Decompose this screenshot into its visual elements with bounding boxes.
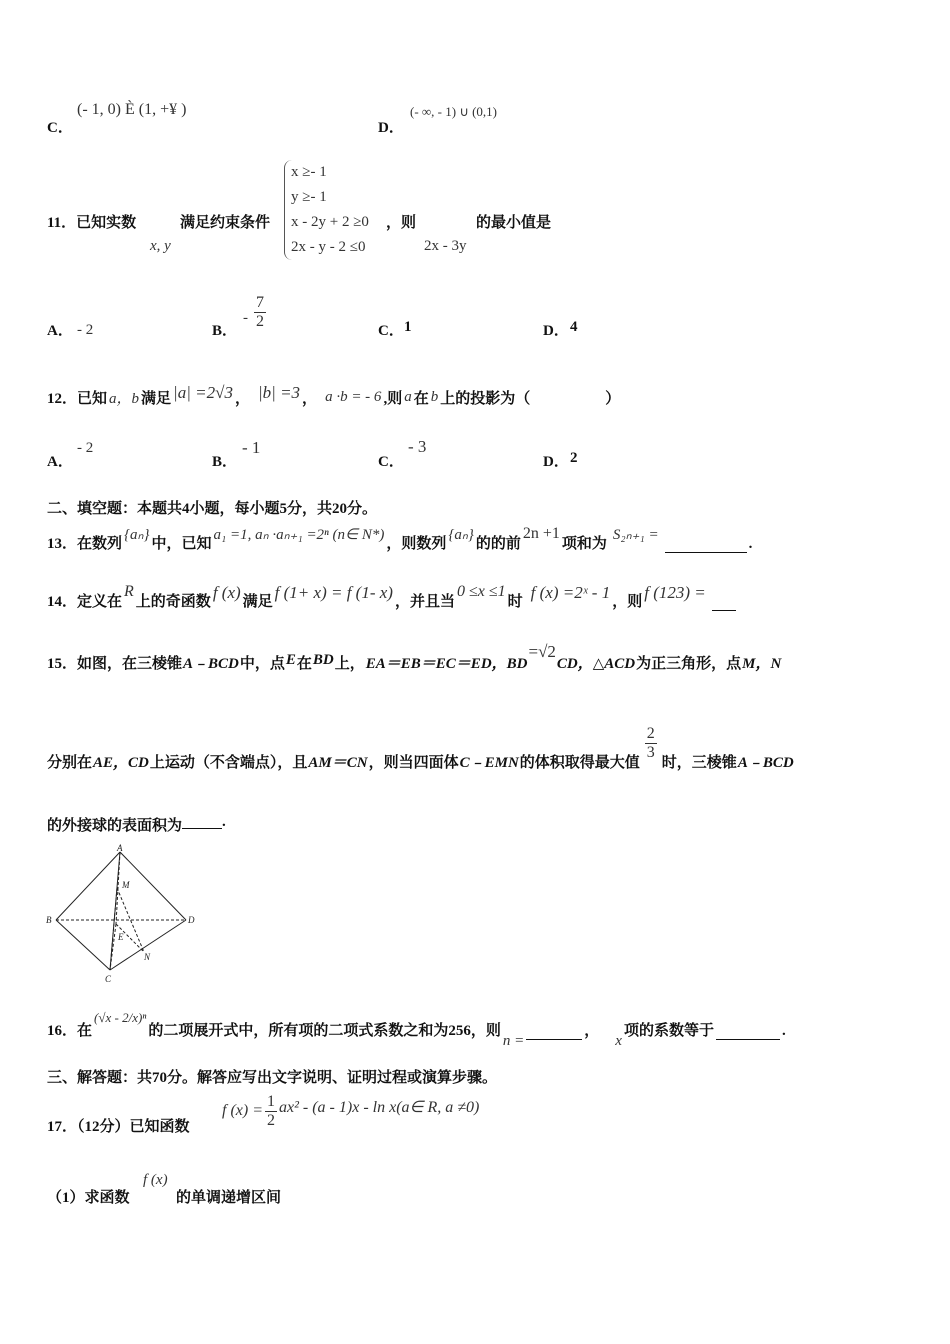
q14-math: R — [124, 583, 134, 600]
option-c-label: C． — [47, 120, 73, 136]
q14-text: 满足 — [242, 594, 273, 610]
q11-option-a-value: - 2 — [77, 322, 94, 338]
q12-math: a ·b = - 6 — [325, 389, 382, 405]
q16-text: ， — [584, 1023, 600, 1039]
section-2-heading: 二、填空题：本题共4小题，每小题5分，共20分。 — [47, 501, 378, 517]
q17-sub1-text: 的单调递增区间 — [176, 1190, 282, 1206]
q16-coefficient-blank[interactable] — [716, 1025, 780, 1040]
q12-text: 在 — [413, 391, 429, 407]
q17-function — [222, 1093, 479, 1129]
vertex-label-b: B — [46, 915, 52, 925]
q17-sub1-text: （1）求函数 — [47, 1190, 130, 1206]
q12-option-b-value: - 1 — [242, 438, 261, 457]
q14-text: ，并且当 — [394, 594, 455, 610]
q12-option-b-label: B． — [212, 454, 238, 470]
q11-option-d-label: D． — [543, 323, 569, 339]
point-label-n: N — [144, 952, 151, 962]
q11-option-d-value: 4 — [570, 319, 578, 335]
q12-text: 12．已知 — [47, 391, 108, 407]
q13-text: 中，已知 — [151, 536, 212, 552]
q13-text: 13．在数列 — [47, 536, 123, 552]
constraint: y ≥- 1 — [291, 189, 327, 205]
q12-math: |a| =2√3 — [173, 382, 233, 402]
q17-math: ax² - (a - 1)x - ln x(a∈ R, a ≠0) — [279, 1099, 480, 1117]
q11-option-a-label: A． — [47, 323, 73, 339]
edge-ad — [120, 852, 186, 920]
q11-option-b-fraction — [254, 294, 266, 330]
q12-text: 上的投影为（ ） — [440, 391, 621, 407]
q12-math: a — [404, 389, 412, 405]
q11-number-text: 11．已知实数 — [47, 215, 137, 231]
q16-text: 16．在 — [47, 1023, 93, 1039]
q17-fraction — [265, 1093, 277, 1129]
q15-math: AM＝CN — [308, 755, 368, 771]
q16-n-blank[interactable] — [526, 1025, 582, 1040]
q13-text: ，则数列 — [386, 536, 447, 552]
point-label-e: E — [118, 932, 124, 942]
q11-option-c-value: 1 — [404, 319, 412, 335]
q15-text: 在 — [296, 656, 312, 672]
q13-math: a₁ =1, aₙ ·aₙ₊₁ =2ⁿ (n∈ N*) — [213, 527, 385, 543]
q14-math: f (123) = — [644, 583, 706, 602]
q15-line-3 — [47, 814, 226, 835]
q14-text: 14．定义在 — [47, 594, 123, 610]
option-d-label: D． — [378, 120, 404, 136]
q15-math: CD，△ACD — [556, 656, 636, 672]
q15-line-1 — [47, 642, 782, 673]
numerator: 7 — [256, 294, 264, 311]
q12-option-d-value: 2 — [570, 450, 578, 466]
q12-text: ， — [234, 391, 250, 407]
numerator: 2 — [646, 725, 655, 742]
q14-answer-blank[interactable] — [712, 596, 736, 611]
q14-math: f (1+ x) = f (1- x) — [274, 583, 393, 602]
q15-text: 上运动（不含端点），且 — [149, 755, 308, 771]
q15-math: EA＝EB＝EC＝ED，BD — [365, 656, 528, 672]
q12-math: b — [430, 389, 439, 405]
q11-mid-text: 满足约束条件 — [180, 215, 271, 231]
edge-cd — [110, 920, 186, 970]
q12-text: ， — [302, 391, 318, 407]
q14-text: ，则 — [612, 594, 643, 610]
q12-text: 满足 — [141, 391, 172, 407]
tetrahedron-figure — [44, 842, 199, 987]
q11-end-text: 的最小值是 — [476, 215, 552, 231]
q15-text: 15．如图，在三棱锥 — [47, 656, 183, 672]
q15-fraction — [645, 725, 657, 772]
constraint: x ≥- 1 — [291, 164, 327, 180]
q12-question — [47, 382, 621, 408]
q15-math: E — [285, 652, 296, 668]
option-c-math: (- 1, 0) È (1, +¥ ) — [77, 101, 187, 118]
q12-option-c-label: C． — [378, 454, 404, 470]
q12-option-a-value: - 2 — [77, 440, 94, 456]
q17-sub1-math: f (x) — [143, 1172, 168, 1188]
q13-math: {aₙ} — [124, 527, 150, 543]
q11-option-b-label: B． — [212, 323, 238, 339]
q15-line-2 — [47, 725, 794, 772]
denominator: 2 — [256, 312, 264, 330]
q16-math: x — [615, 1033, 622, 1049]
q15-text: 时，三棱锥 — [661, 755, 737, 771]
q13-math: {aₙ} — [448, 527, 474, 543]
constraint: x - 2y + 2 ≥0 — [291, 214, 369, 230]
section-3-heading: 三、解答题：共70分。解答应写出文字说明、证明过程或演算步骤。 — [47, 1070, 498, 1086]
q15-math: BD — [312, 652, 334, 668]
edge-ac — [110, 852, 120, 970]
q14-text: 时 — [507, 594, 523, 610]
q17-math: f (x) = — [222, 1102, 263, 1120]
point-label-m: M — [122, 880, 130, 890]
q13-text: 项和为 — [561, 536, 607, 552]
q16-end: . — [781, 1023, 786, 1039]
q15-math: C﹣EMN — [459, 755, 519, 771]
q12-math: |b| =3 — [257, 382, 301, 402]
option-d-math: (- ∞, - 1) ∪ (0,1) — [410, 104, 498, 119]
vertex-label-c: C — [105, 974, 112, 984]
q12-text: ,则 — [383, 391, 403, 407]
denominator: 2 — [267, 1111, 275, 1129]
q11-objective: 2x - 3y — [424, 238, 467, 254]
q15-math: =√2 — [528, 642, 556, 661]
denominator: 3 — [646, 743, 655, 761]
q12-option-a-label: A． — [47, 454, 73, 470]
q16-question — [47, 1010, 786, 1049]
q12-math: a，b — [109, 391, 140, 407]
q16-text: 的二项展开式中，所有项的二项式系数之和为256，则 — [148, 1023, 501, 1039]
q13-answer-blank[interactable] — [665, 538, 747, 553]
q14-math: f (x) =2ˣ - 1 — [530, 583, 611, 602]
vertex-label-d: D — [188, 915, 195, 925]
q15-text: 的体积取得最大值 — [519, 755, 640, 771]
q13-math: 2n +1 — [522, 525, 560, 542]
q11-option-c-label: C． — [378, 323, 404, 339]
q15-text: ，则当四面体 — [368, 755, 459, 771]
q16-math: (√x - 2/x)ⁿ — [94, 1010, 147, 1025]
q12-option-c-value: - 3 — [408, 437, 427, 456]
q12-option-d-label: D． — [543, 454, 569, 470]
q11-vars: x, y — [150, 238, 171, 254]
q16-text: 项的系数等于 — [623, 1023, 714, 1039]
q15-text: 中，点 — [239, 656, 285, 672]
q17-text: 17．（12分）已知函数 — [47, 1119, 190, 1135]
q15-text: 分别在 — [47, 755, 93, 771]
q15-text: 的外接球的表面积为 — [47, 818, 183, 834]
q14-text: 上的奇函数 — [135, 594, 211, 610]
edge-ab — [56, 852, 120, 920]
vertex-label-a: A — [117, 843, 123, 853]
q13-text: 的的前 — [475, 536, 521, 552]
q15-math: M，N — [742, 656, 782, 672]
constraint: 2x - y - 2 ≤0 — [291, 239, 366, 255]
q14-math: f (x) — [212, 583, 241, 602]
q15-math: A﹣BCD — [737, 755, 794, 771]
q15-text: 上， — [334, 656, 365, 672]
q13-math: S₂ₙ₊₁ = — [612, 527, 659, 543]
q15-math: AE，CD — [93, 755, 149, 771]
q16-math: n = — [502, 1033, 525, 1049]
q14-question — [47, 583, 736, 611]
q11-then-text: ，则 — [386, 215, 417, 231]
q15-text: 为正三角形，点 — [636, 656, 742, 672]
q13-question — [47, 525, 752, 553]
q14-math: 0 ≤x ≤1 — [456, 583, 506, 600]
q15-end: . — [222, 814, 226, 830]
q11-constraint-system — [284, 160, 369, 260]
numerator: 1 — [267, 1093, 275, 1110]
edge-bc — [56, 920, 110, 970]
q11-option-b-sign: - — [243, 310, 248, 326]
q15-answer-blank[interactable] — [182, 814, 222, 829]
q13-end: . — [748, 536, 753, 552]
q15-math: A﹣BCD — [183, 656, 239, 672]
